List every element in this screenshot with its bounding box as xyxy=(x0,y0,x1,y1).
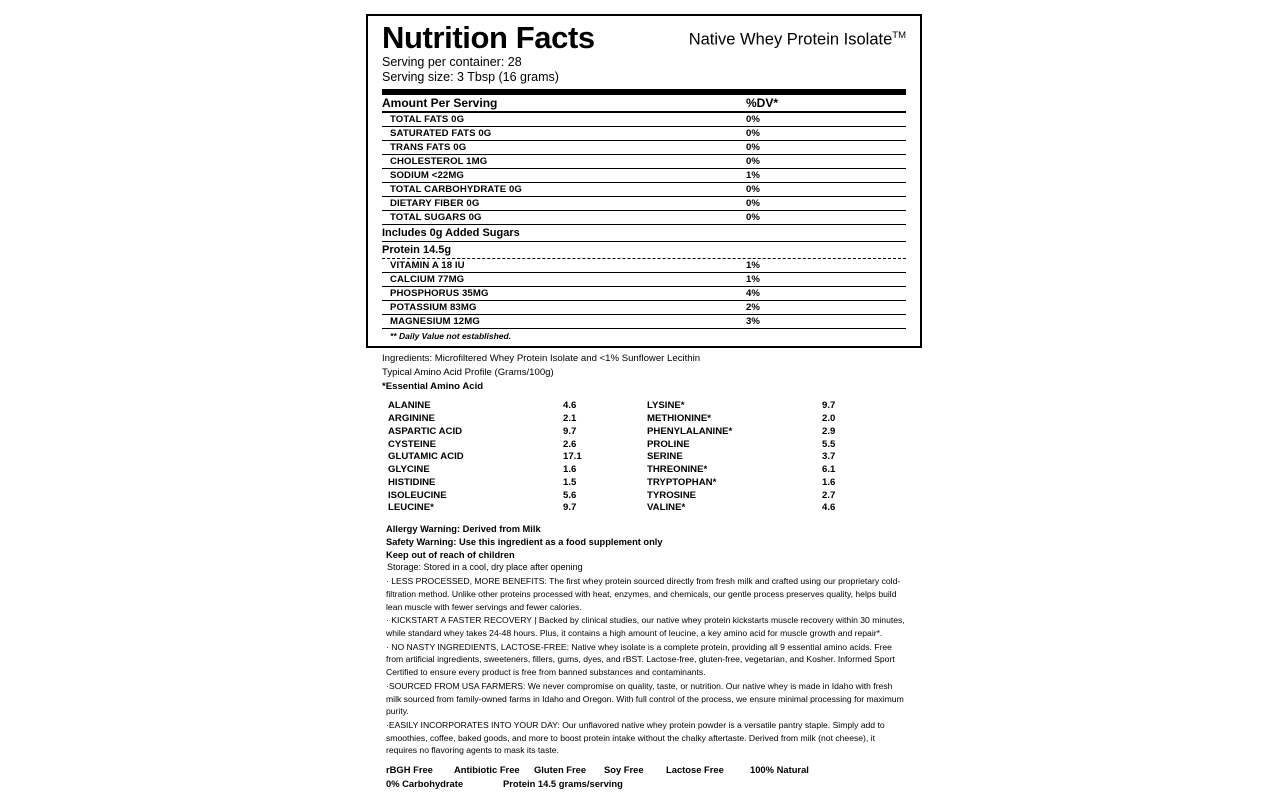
nutrient-table xyxy=(382,95,906,111)
nutrient-name: TRANS FATS 0G xyxy=(382,141,746,155)
claim-badge: Protein 14.5 grams/serving xyxy=(503,777,623,789)
table-row xyxy=(382,287,906,301)
list-item xyxy=(388,464,647,477)
vitamin-dv: 2% xyxy=(746,301,906,315)
table-header-row xyxy=(382,95,906,111)
amino-value: 4.6 xyxy=(563,400,577,412)
vitamin-dv: 4% xyxy=(746,287,906,301)
amino-acid-column-right xyxy=(647,400,906,515)
amino-value: 2.7 xyxy=(822,489,836,501)
list-item xyxy=(388,451,647,464)
claim-badge: rBGH Free xyxy=(386,764,433,776)
amino-name: GLYCINE xyxy=(388,464,430,475)
list-item xyxy=(388,490,647,503)
list-item xyxy=(388,439,647,452)
vitamin-dv: 3% xyxy=(746,315,906,329)
amino-name: TRYPTOPHAN* xyxy=(647,476,717,488)
table-row xyxy=(382,211,906,225)
amino-value: 5.6 xyxy=(563,489,577,501)
table-row xyxy=(382,259,906,273)
amino-name: LEUCINE* xyxy=(388,502,434,514)
list-item xyxy=(647,490,906,503)
table-row xyxy=(382,183,906,197)
claim-badge: Soy Free xyxy=(604,764,644,776)
amino-name: PHENYLALANINE* xyxy=(647,425,733,437)
nutrient-dv: 0% xyxy=(746,141,906,155)
benefit-paragraph: · NO NASTY INGREDIENTS, LACTOSE-FREE: Native whey isolate is a complete protein, providing all 9 essential amino acids. Free from artificial ingredients, sweeteners, fillers, gums, dyes, and rBST. Lactose-free, gluten-free, vegetarian, and Kosher. Informed Sport Certified to ensure every product is free from banned substances and contaminants. xyxy=(386,641,895,678)
nutrition-label xyxy=(366,14,922,790)
list-item xyxy=(388,477,647,490)
amino-name: PROLINE xyxy=(647,438,690,450)
nutrient-dv: 0% xyxy=(746,183,906,197)
safety-warning: Safety Warning: Use this ingredient as a food supplement only xyxy=(386,536,663,547)
nutrient-name: TOTAL FATS 0G xyxy=(382,113,746,127)
amino-name: ISOLEUCINE xyxy=(388,489,447,501)
list-item xyxy=(647,477,906,490)
claims-row-1 xyxy=(386,763,906,777)
amino-value: 1.6 xyxy=(563,464,577,475)
benefit-paragraph: · LESS PROCESSED, MORE BENEFITS: The first whey protein sourced directly from fresh milk and crafted using our proprietary cold-filtration method. Unlike other proteins processed with heat, enzymes, and chemicals, our gentle process preserves quality, helps build lean muscle with fewer servings and fewer calories. xyxy=(386,576,901,612)
amino-name: ALANINE xyxy=(388,400,431,412)
table-row xyxy=(382,197,906,211)
nutrient-dv: 0% xyxy=(746,113,906,127)
nutrient-name: SODIUM <22MG xyxy=(382,169,746,183)
amino-name: CYSTEINE xyxy=(388,438,436,450)
claim-badge: Antibiotic Free xyxy=(454,764,520,776)
amino-name: THREONINE* xyxy=(647,464,708,475)
keep-out-of-reach: Keep out of reach of children xyxy=(386,549,515,560)
benefit-paragraph: ·SOURCED FROM USA FARMERS: We never compromise on quality, taste, or nutrition. Our native whey is made in Idaho with fresh milk sourced from family-owned farms in Idaho and Oregon. With full control of the process, we ensure minimal processing for maximum purity. xyxy=(386,680,904,717)
nutrient-name: CHOLESTEROL 1MG xyxy=(382,155,746,169)
serving-per-container: Serving per container: 28 xyxy=(382,54,522,69)
list-item xyxy=(647,451,906,464)
nutrient-dv: 1% xyxy=(746,169,906,183)
amino-value: 2.6 xyxy=(563,438,577,450)
storage-line: Storage: Stored in a cool, dry place after opening xyxy=(387,562,583,573)
vitamin-name: PHOSPHORUS 35MG xyxy=(382,287,746,301)
list-item xyxy=(388,502,647,515)
nutrient-name: SATURATED FATS 0G xyxy=(382,127,746,141)
amino-value: 17.1 xyxy=(563,451,582,463)
allergy-warning: Allergy Warning: Derived from Milk xyxy=(386,524,541,534)
nutrition-facts-panel xyxy=(366,14,922,348)
amino-value: 1.5 xyxy=(563,476,577,488)
amino-value: 9.7 xyxy=(563,502,577,514)
amino-name: TYROSINE xyxy=(647,489,697,501)
list-item xyxy=(388,413,647,426)
amino-acid-column-left xyxy=(388,400,647,515)
amino-value: 5.5 xyxy=(822,438,836,450)
claim-badge: Lactose Free xyxy=(666,764,724,776)
vitamin-name: VITAMIN A 18 IU xyxy=(382,259,746,273)
amino-value: 2.0 xyxy=(822,413,836,424)
label-lower-section xyxy=(366,348,922,790)
daily-value-header: %DV* xyxy=(746,96,779,111)
table-row xyxy=(382,315,906,329)
amino-value: 4.6 xyxy=(822,502,836,514)
list-item xyxy=(647,464,906,477)
nutrient-dv: 0% xyxy=(746,127,906,141)
table-row xyxy=(382,169,906,183)
claim-badge: Gluten Free xyxy=(534,764,587,776)
vitamin-name: CALCIUM 77MG xyxy=(382,273,746,287)
table-row xyxy=(382,273,906,287)
nutrient-name: TOTAL CARBOHYDRATE 0G xyxy=(382,183,746,197)
label-header xyxy=(382,22,906,55)
claims-row-2 xyxy=(386,777,906,791)
amino-value: 6.1 xyxy=(822,464,836,475)
nutrient-dv: 0% xyxy=(746,211,906,225)
nutrient-dv: 0% xyxy=(746,155,906,169)
trademark-mark: TM xyxy=(892,30,906,42)
essential-amino-note: *Essential Amino Acid xyxy=(382,380,484,392)
amino-value: 2.9 xyxy=(822,425,836,437)
amino-name: ARGININE xyxy=(388,413,435,424)
list-item xyxy=(388,426,647,439)
table-row xyxy=(382,155,906,169)
list-item xyxy=(647,400,906,413)
added-sugars: Includes 0g Added Sugars xyxy=(382,227,520,240)
nutrient-name: DIETARY FIBER 0G xyxy=(382,197,746,211)
nutrient-rows xyxy=(382,113,906,225)
amino-value: 1.6 xyxy=(822,476,836,488)
product-name-text: Native Whey Protein Isolate xyxy=(688,30,893,49)
table-row xyxy=(382,127,906,141)
product-name xyxy=(689,30,906,55)
claims-section xyxy=(382,763,906,790)
vitamin-name: MAGNESIUM 12MG xyxy=(382,315,746,329)
claim-badge: 0% Carbohydrate xyxy=(386,777,464,789)
serving-size: Serving size: 3 Tbsp (16 grams) xyxy=(382,69,559,84)
list-item xyxy=(647,426,906,439)
benefit-paragraph: · KICKSTART A FASTER RECOVERY | Backed by clinical studies, our native whey protein kickstarts muscle recovery within 30 minutes, while standard whey takes 24-48 hours. Plus, it contains a high amount of leucine, a key amino acid for muscle growth and repair*. xyxy=(386,615,905,638)
vitamin-name: POTASSIUM 83MG xyxy=(382,301,746,315)
table-row xyxy=(382,141,906,155)
benefit-paragraph: ·EASILY INCORPORATES INTO YOUR DAY: Our unflavored native whey protein powder is a versatile pantry staple. Simply add to smoothies, coffee, baked goods, and more to boost protein intake without the chalky aftertaste. Derived from milk (not cheese), it requires no flavoring agents to mask its taste. xyxy=(386,719,885,756)
amino-value: 9.7 xyxy=(822,400,836,412)
vitamin-dv: 1% xyxy=(746,259,906,273)
amino-name: LYSINE* xyxy=(647,400,685,412)
amino-profile-header: Typical Amino Acid Profile (Grams/100g) xyxy=(382,366,554,378)
amino-name: ASPARTIC ACID xyxy=(388,425,463,437)
nutrient-name: TOTAL SUGARS 0G xyxy=(382,211,746,225)
page-title: Nutrition Facts xyxy=(382,20,595,55)
list-item xyxy=(647,413,906,426)
amino-name: SERINE xyxy=(647,451,683,463)
vitamin-dv: 1% xyxy=(746,273,906,287)
list-item xyxy=(647,502,906,515)
daily-value-footnote: ** Daily Value not established. xyxy=(390,331,512,342)
amino-name: GLUTAMIC ACID xyxy=(388,451,464,463)
amino-value: 2.1 xyxy=(563,413,577,424)
amino-value: 9.7 xyxy=(563,425,577,437)
ingredients-line: Ingredients: Microfiltered Whey Protein Isolate and <1% Sunflower Lecithin xyxy=(382,353,701,365)
list-item xyxy=(647,439,906,452)
nutrient-dv: 0% xyxy=(746,197,906,211)
table-row xyxy=(382,113,906,127)
list-item xyxy=(388,400,647,413)
table-row xyxy=(382,301,906,315)
protein-amount: Protein 14.5g xyxy=(382,244,452,257)
amino-name: HISTIDINE xyxy=(388,476,436,488)
amino-value: 3.7 xyxy=(822,451,836,463)
claim-badge: 100% Natural xyxy=(750,764,809,776)
amino-name: METHIONINE* xyxy=(647,413,711,424)
vitamin-rows xyxy=(382,259,906,329)
amino-name: VALINE* xyxy=(647,502,686,514)
amino-acid-table xyxy=(382,400,906,515)
amount-per-serving-header: Amount Per Serving xyxy=(382,96,498,111)
